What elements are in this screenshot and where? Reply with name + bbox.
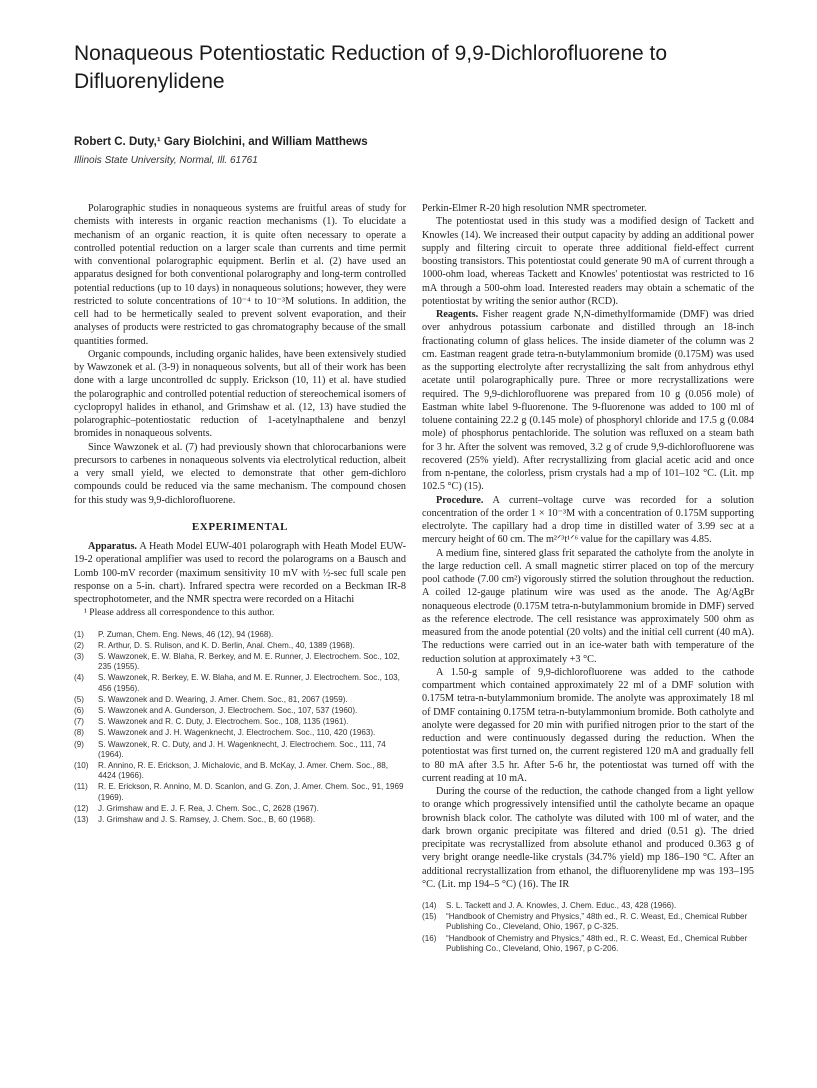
reagents-paragraph xyxy=(422,308,754,494)
procedure-text: A current–voltage curve was recorded for a solution concentration of the order 1 × 10⁻³M with a concentration of 0.175M supporting electrolyte. The capillary had a drop time in distilled water of 3.99 sec at a mercury height of 60 cm. The m²ᐟ³t¹ᐟ⁶ value for the capillary was 4.85. xyxy=(422,494,754,546)
reference-number: (4) xyxy=(74,673,84,683)
reference-number: (5) xyxy=(74,694,84,704)
intro-paragraph-1: Polarographic studies in nonaqueous systems are fruitful areas of study for chemists with interests in organic reaction mechanisms (1). To elucidate a mechanism of an organic reaction, it is quite often necessary to operate a controlled potential reduction on a larger scale than currents and time permit with conventional polarographic equipment. Berlin et al. (2) have used an apparatus designed for both conventional polarography and long-term controlled potential reductions (up to 10 days) in nonaqueous solutions; however, they were restricted to solute concentrations of 10⁻⁴ to 10⁻³M solutions. In addition, the cell had to be hermetically sealed to prevent solvent evaporation, and their analyses of products were restricted to gas chromatography because of the small quantities formed. xyxy=(74,203,406,347)
apparatus-label: Apparatus. xyxy=(88,541,137,552)
reference-item xyxy=(74,706,406,716)
reference-text: S. Wawzonek and A. Gunderson, J. Electrochem. Soc., 107, 537 (1960). xyxy=(98,705,358,715)
reference-number: (9) xyxy=(74,739,84,749)
reference-text: S. Wawzonek, E. W. Blaha, R. Berkey, and M. E. Runner, J. Electrochem. Soc., 102, 235 (1955). xyxy=(98,651,400,672)
reference-text: S. L. Tackett and J. A. Knowles, J. Chem. Educ., 43, 428 (1966). xyxy=(446,901,677,910)
reference-item xyxy=(74,761,406,781)
cell-setup-paragraph: A medium fine, sintered glass frit separated the catholyte from the anolyte in the large reduction cell. A small magnetic stirrer placed on top of the mercury pool cathode (7.00 cm²) vigorously stirred the solution throughout the reduction. A coiled 12-gauge platinum wire was used as the anode. The Ag/AgBr nonaqueous electrode (0.175M tetra-n-butylammonium bromide in DMF) served as the reference electrode. The cell resistance was approximately 500 ohm as measured from the anode potential (20 volts) and the initial cell current (40 mA). The reductions were carried out in an ice-water bath with temperature of the reduction solution at approximately +3 °C. xyxy=(422,547,754,665)
reagents-text: Fisher reagent grade N,N-dimethylformamide (DMF) was dried over anhydrous potassium carbonate and distilled through an 18-inch fractionating column of glass helices. The inside diameter of the column was 2 cm. Eastman reagent grade tetra-n-butylammonium bromide (0.175M) was used as the supporting electrolyte after recrystallizing the salt from anhydrous ethyl acetate until polarographically pure. Three or more recrystallizations were required. The 9,9-dichlorofluorene was prepared from 10 g (0.056 mole) of Eastman white label 9-fluorenone. The 9-fluorenone was added to 100 ml of toluene containing 22.2 g (0.145 mole) of phosphoryl chloride and 17.5 g (0.084 mole) of phosphorus pentachloride. The solution was refluxed on a steam bath for 3 hr. After the solvent was removed, 3.2 g of crude 9,9-dichlorofluorene was recovered (25% yield). After recrystallizing from glacial acetic acid and once from n-pentane, the colorless, prism crystals had a mp of 101–102 °C. (Lit. mp 102.5 °C) (15). xyxy=(422,309,755,493)
author-list: Robert C. Duty,¹ Gary Biolchini, and William Matthews xyxy=(74,136,368,148)
reference-text: P. Zuman, Chem. Eng. News, 46 (12), 94 (1968). xyxy=(98,629,274,639)
results-paragraph: During the course of the reduction, the cathode changed from a light yellow to orange which progressively intensified until the catholyte became an opaque brownish black color. The catholyte was diluted with 100 ml of water, and the dark brown organic precipitate was filtered and dried (0.51 g). The dried precipitate was recrystallized from absolute ethanol and produced 0.363 g of very bright orange needle-like crystals (34.7% yield) mp 186–190 °C. After an additional recrystallization from ethanol, the difluorenylidene mp was 193–195 °C. (Lit. mp 194–5 °C) (16). The IR xyxy=(422,786,754,890)
reference-item xyxy=(422,901,754,911)
reference-text: S. Wawzonek, R. Berkey, E. W. Blaha, and M. E. Runner, J. Electrochem. Soc., 103, 456 (1956). xyxy=(98,673,400,693)
apparatus-paragraph xyxy=(74,540,406,606)
article-title: Nonaqueous Potentiostatic Reduction of 9,9-Dichlorofluorene to Difluorenylidene xyxy=(74,42,668,93)
reference-text: S. Wawzonek and J. H. Wagenknecht, J. Electrochem. Soc., 110, 420 (1963). xyxy=(98,728,376,738)
reference-number: (6) xyxy=(74,705,84,715)
potentiostat-paragraph: The potentiostat used in this study was a modified design of Tackett and Knowles (14). We increased their output capacity by adding an additional power supply and filtering circuit to operate three additional field-effect current boosting transistors. This potentiostat could generate 90 mA of current through a 1000-ohm load, whereas Tackett and Knowles' potentiostat was restricted to 16 mA through a 500-ohm load. Interested readers may obtain a schematic of the potentiostat by writing the senior author (RCD). xyxy=(422,216,754,307)
reference-text: J. Grimshaw and E. J. F. Rea, J. Chem. Soc., C, 2628 (1967). xyxy=(98,803,319,813)
nmr-continuation: Perkin-Elmer R-20 high resolution NMR spectrometer. xyxy=(422,203,647,214)
reference-item xyxy=(74,804,406,814)
correspondence-footnote: ¹ Please address all correspondence to this author. xyxy=(84,607,275,619)
left-column xyxy=(74,202,406,826)
intro-paragraph-3: Since Wawzonek et al. (7) had previously shown that chlorocarbanions were precursors to carbenes in nonaqueous solvents via electrolytical reduction, albeit a very small yield, we elected to demonstrate that other gem-dichloro compounds could be reduced via the same mechanism. The compound chosen for this study was 9,9-dichlorofluorene. xyxy=(74,441,406,506)
reference-list-right xyxy=(422,901,754,954)
reference-text: S. Wawzonek and R. C. Duty, J. Electrochem. Soc., 108, 1135 (1961). xyxy=(98,717,349,727)
reference-text: S. Wawzonek, R. C. Duty, and J. H. Wagenknecht, J. Electrochem. Soc., 111, 74 (1964). xyxy=(98,739,386,759)
reference-text: R. Annino, R. E. Erickson, J. Michalovic, and B. McKay, J. Amer. Chem. Soc., 88, 4424 (1966). xyxy=(98,760,388,781)
experimental-heading: EXPERIMENTAL xyxy=(191,520,289,533)
reference-number: (3) xyxy=(74,651,84,661)
reference-item xyxy=(74,641,406,651)
reference-text: S. Wawzonek and D. Wearing, J. Amer. Chem. Soc., 81, 2067 (1959). xyxy=(98,694,348,704)
reference-list-left xyxy=(74,630,406,826)
reference-number: (1) xyxy=(74,629,84,639)
reference-item xyxy=(74,782,406,802)
reference-item xyxy=(74,717,406,727)
apparatus-text: A Heath Model EUW-401 polarograph with Heath Model EUW-19-2 operational amplifier was used to record the polarograms on a Bausch and Lomb 100-mV recorder (maximum sensitivity 10 mV with ½-sec full scale pen response on a 5-in. chart). Infrared spectra were recorded on a Beckman IR-8 spectrophotometer, and the NMR spectra were recorded on a Hitachi xyxy=(74,541,406,605)
reference-number: (10) xyxy=(74,760,89,770)
intro-paragraph-2: Organic compounds, including organic halides, have been extensively studied by Wawzonek et al. (3-9) in nonaqueous solvents, but all of their work has been done with a large uncontrolled dc supply. Erickson (10, 11) et al. have studied the polarographic and controlled potential reduction of stereochemical isomers of cyclopropyl halides in ethanol, and Grimshaw et al. (12, 13) have studied the polarographic–potentiostatic reduction of 1-acetylnapthalene and benzyl bromides in nonaqueous solvents. xyxy=(74,348,406,440)
reference-item xyxy=(74,740,406,760)
procedure-paragraph xyxy=(422,494,754,547)
reference-number: (11) xyxy=(74,782,88,792)
reference-number: (7) xyxy=(74,717,84,727)
reference-item xyxy=(74,673,406,693)
reference-item xyxy=(74,695,406,705)
procedure-label: Procedure. xyxy=(436,494,484,506)
reference-text: R. E. Erickson, R. Annino, M. D. Scanlon, and G. Zon, J. Amer. Chem. Soc., 91, 1969 (1969). xyxy=(98,782,404,802)
reference-number: (14) xyxy=(422,901,437,910)
reference-number: (12) xyxy=(74,803,89,813)
reference-item xyxy=(74,630,406,640)
reference-text: “Handbook of Chemistry and Physics,” 48th ed., R. C. Weast, Ed., Chemical Rubber Publishing Co., Cleveland, Ohio, 1967, p C-325. xyxy=(446,912,748,932)
reference-item xyxy=(74,728,406,738)
reagents-label: Reagents. xyxy=(436,309,479,320)
reference-number: (15) xyxy=(422,912,437,922)
reference-text: “Handbook of Chemistry and Physics,” 48th ed., R. C. Weast, Ed., Chemical Rubber Publishing Co., Cleveland, Ohio, 1967, p C-206. xyxy=(446,933,748,953)
right-column xyxy=(422,202,754,955)
reference-number: (13) xyxy=(74,814,89,824)
reference-item xyxy=(422,934,754,954)
reference-number: (2) xyxy=(74,640,84,650)
affiliation: Illinois State University, Normal, Ill. 61761 xyxy=(74,155,258,166)
reference-item xyxy=(74,652,406,672)
reference-number: (8) xyxy=(74,728,84,738)
reference-text: R. Arthur, D. S. Rulison, and K. D. Berlin, Anal. Chem., 40, 1389 (1968). xyxy=(98,640,355,650)
sample-paragraph: A 1.50-g sample of 9,9-dichlorofluorene was added to the cathode compartment which contained approximately 22 ml of a DMF solution with 0.175M tetra-n-butylammonium bromide. The anolyte was approximately 18 ml of DMF containing 0.175M tetra-n-butylammonium bromide. Both catholyte and anolyte were degassed for 20 min with purified nitrogen prior to the start of the reduction and were continuously degassed during the reduction. When the potentiostat was first turned on, the current registered 120 mA and gradually fell to 80 mA after 3.5 hr. After 5-6 hr, the potentiostat was turned off with the current reading at 10 mA. xyxy=(422,666,754,784)
reference-number: (16) xyxy=(422,933,437,943)
reference-item xyxy=(74,815,406,825)
reference-item xyxy=(422,912,754,932)
reference-text: J. Grimshaw and J. S. Ramsey, J. Chem. Soc., B, 60 (1968). xyxy=(98,814,316,824)
